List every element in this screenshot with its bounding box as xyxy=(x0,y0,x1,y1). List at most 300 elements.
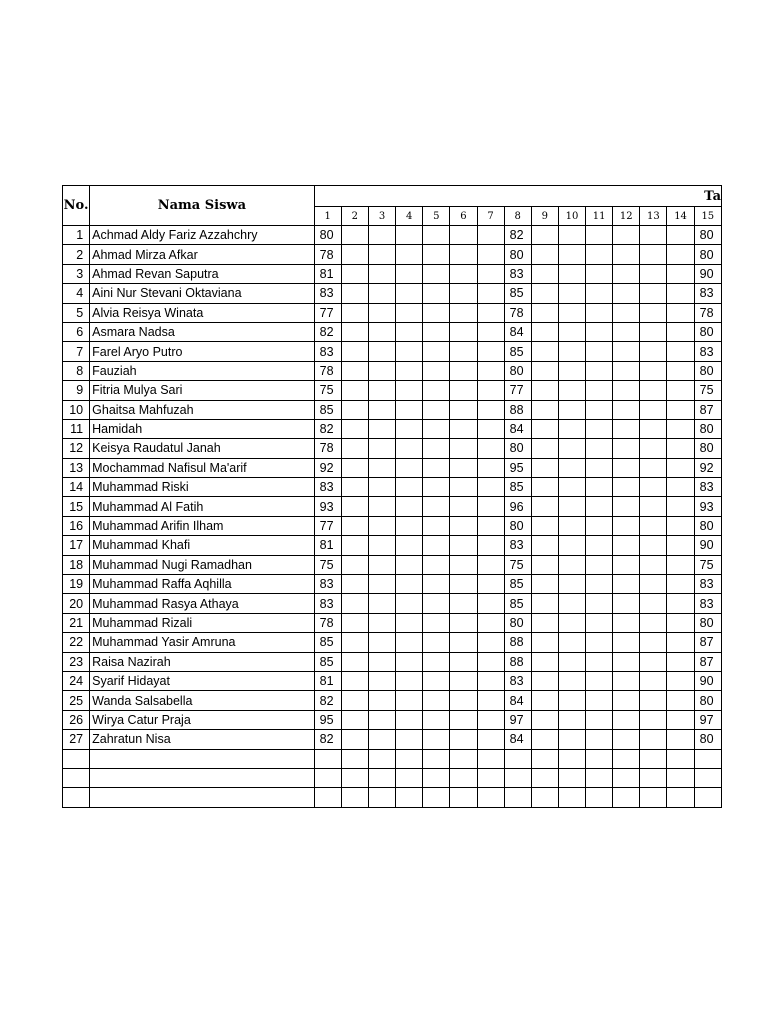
score-cell-9[interactable] xyxy=(531,788,558,807)
score-cell-11[interactable] xyxy=(586,439,613,458)
student-name-cell[interactable]: Mochammad Nafisul Ma'arif xyxy=(90,458,315,477)
row-number-cell[interactable]: 3 xyxy=(63,264,90,283)
score-cell-6[interactable] xyxy=(450,226,477,245)
score-cell-15[interactable] xyxy=(694,788,721,807)
score-cell-9[interactable] xyxy=(531,322,558,341)
score-cell-5[interactable] xyxy=(423,458,450,477)
score-cell-10[interactable] xyxy=(558,613,585,632)
score-cell-11[interactable] xyxy=(586,730,613,749)
score-cell-10[interactable] xyxy=(558,245,585,264)
score-cell-10[interactable] xyxy=(558,749,585,768)
score-cell-6[interactable] xyxy=(450,458,477,477)
score-cell-12[interactable] xyxy=(613,555,640,574)
row-number-cell[interactable]: 20 xyxy=(63,594,90,613)
score-cell-7[interactable] xyxy=(477,768,504,787)
score-cell-7[interactable] xyxy=(477,497,504,516)
score-cell-6[interactable] xyxy=(450,788,477,807)
score-cell-12[interactable] xyxy=(613,730,640,749)
score-cell-9[interactable] xyxy=(531,613,558,632)
score-cell-3[interactable] xyxy=(368,400,395,419)
score-cell-4[interactable] xyxy=(396,536,423,555)
row-number-cell[interactable]: 21 xyxy=(63,613,90,632)
score-cell-6[interactable] xyxy=(450,322,477,341)
score-cell-6[interactable] xyxy=(450,264,477,283)
score-cell-14[interactable] xyxy=(667,749,694,768)
score-cell-9[interactable] xyxy=(531,400,558,419)
row-number-cell[interactable]: 15 xyxy=(63,497,90,516)
row-number-cell[interactable]: 22 xyxy=(63,633,90,652)
score-cell-5[interactable] xyxy=(423,342,450,361)
score-cell-6[interactable] xyxy=(450,768,477,787)
score-cell-5[interactable] xyxy=(423,303,450,322)
score-cell-13[interactable] xyxy=(640,730,667,749)
row-number-cell[interactable]: 27 xyxy=(63,730,90,749)
score-cell-11[interactable] xyxy=(586,633,613,652)
score-cell-15[interactable]: 80 xyxy=(694,691,721,710)
score-cell-13[interactable] xyxy=(640,458,667,477)
score-cell-13[interactable] xyxy=(640,284,667,303)
score-cell-4[interactable] xyxy=(396,594,423,613)
score-cell-14[interactable] xyxy=(667,419,694,438)
score-cell-14[interactable] xyxy=(667,497,694,516)
score-cell-12[interactable] xyxy=(613,536,640,555)
score-cell-8[interactable]: 84 xyxy=(504,730,531,749)
score-cell-9[interactable] xyxy=(531,594,558,613)
score-cell-13[interactable] xyxy=(640,768,667,787)
score-cell-4[interactable] xyxy=(396,613,423,632)
student-name-cell[interactable]: Keisya Raudatul Janah xyxy=(90,439,315,458)
row-number-cell[interactable]: 14 xyxy=(63,478,90,497)
score-cell-9[interactable] xyxy=(531,671,558,690)
score-cell-2[interactable] xyxy=(341,788,368,807)
score-cell-15[interactable]: 78 xyxy=(694,303,721,322)
score-cell-5[interactable] xyxy=(423,478,450,497)
score-cell-9[interactable] xyxy=(531,342,558,361)
score-cell-11[interactable] xyxy=(586,497,613,516)
score-cell-12[interactable] xyxy=(613,284,640,303)
score-cell-15[interactable]: 97 xyxy=(694,710,721,729)
score-cell-7[interactable] xyxy=(477,749,504,768)
score-cell-13[interactable] xyxy=(640,322,667,341)
score-cell-3[interactable] xyxy=(368,478,395,497)
row-number-cell[interactable] xyxy=(63,788,90,807)
row-number-cell[interactable]: 12 xyxy=(63,439,90,458)
student-name-cell[interactable]: Fitria Mulya Sari xyxy=(90,381,315,400)
score-cell-13[interactable] xyxy=(640,419,667,438)
score-cell-4[interactable] xyxy=(396,497,423,516)
score-cell-12[interactable] xyxy=(613,439,640,458)
student-name-cell[interactable]: Wanda Salsabella xyxy=(90,691,315,710)
score-cell-13[interactable] xyxy=(640,303,667,322)
score-cell-5[interactable] xyxy=(423,245,450,264)
score-cell-7[interactable] xyxy=(477,555,504,574)
score-cell-6[interactable] xyxy=(450,555,477,574)
score-cell-4[interactable] xyxy=(396,439,423,458)
score-cell-15[interactable]: 80 xyxy=(694,730,721,749)
score-cell-12[interactable] xyxy=(613,613,640,632)
score-cell-12[interactable] xyxy=(613,245,640,264)
score-cell-8[interactable]: 85 xyxy=(504,478,531,497)
score-cell-9[interactable] xyxy=(531,749,558,768)
score-cell-3[interactable] xyxy=(368,497,395,516)
score-cell-11[interactable] xyxy=(586,400,613,419)
score-cell-5[interactable] xyxy=(423,613,450,632)
score-cell-5[interactable] xyxy=(423,594,450,613)
score-cell-3[interactable] xyxy=(368,381,395,400)
score-cell-7[interactable] xyxy=(477,264,504,283)
score-cell-4[interactable] xyxy=(396,691,423,710)
score-cell-11[interactable] xyxy=(586,788,613,807)
score-cell-2[interactable] xyxy=(341,439,368,458)
student-name-cell[interactable]: Ghaitsa Mahfuzah xyxy=(90,400,315,419)
score-cell-13[interactable] xyxy=(640,264,667,283)
score-cell-3[interactable] xyxy=(368,788,395,807)
score-cell-10[interactable] xyxy=(558,497,585,516)
score-cell-14[interactable] xyxy=(667,400,694,419)
score-cell-3[interactable] xyxy=(368,613,395,632)
score-cell-5[interactable] xyxy=(423,536,450,555)
score-cell-15[interactable]: 90 xyxy=(694,671,721,690)
score-cell-5[interactable] xyxy=(423,400,450,419)
score-cell-5[interactable] xyxy=(423,419,450,438)
score-cell-13[interactable] xyxy=(640,226,667,245)
score-cell-7[interactable] xyxy=(477,303,504,322)
score-cell-11[interactable] xyxy=(586,342,613,361)
score-cell-2[interactable] xyxy=(341,594,368,613)
score-cell-10[interactable] xyxy=(558,671,585,690)
score-cell-5[interactable] xyxy=(423,652,450,671)
score-cell-3[interactable] xyxy=(368,710,395,729)
score-cell-14[interactable] xyxy=(667,381,694,400)
student-name-cell[interactable]: Farel Aryo Putro xyxy=(90,342,315,361)
score-cell-12[interactable] xyxy=(613,381,640,400)
score-cell-4[interactable] xyxy=(396,264,423,283)
score-cell-2[interactable] xyxy=(341,478,368,497)
score-cell-10[interactable] xyxy=(558,710,585,729)
score-cell-11[interactable] xyxy=(586,381,613,400)
score-cell-11[interactable] xyxy=(586,458,613,477)
score-cell-5[interactable] xyxy=(423,555,450,574)
score-cell-6[interactable] xyxy=(450,284,477,303)
score-cell-3[interactable] xyxy=(368,226,395,245)
score-cell-12[interactable] xyxy=(613,594,640,613)
score-cell-14[interactable] xyxy=(667,439,694,458)
score-cell-4[interactable] xyxy=(396,361,423,380)
score-cell-1[interactable]: 78 xyxy=(314,439,341,458)
score-cell-8[interactable] xyxy=(504,768,531,787)
score-cell-1[interactable]: 78 xyxy=(314,361,341,380)
score-cell-13[interactable] xyxy=(640,652,667,671)
score-cell-2[interactable] xyxy=(341,284,368,303)
score-cell-7[interactable] xyxy=(477,691,504,710)
score-cell-2[interactable] xyxy=(341,400,368,419)
score-cell-3[interactable] xyxy=(368,749,395,768)
score-cell-9[interactable] xyxy=(531,284,558,303)
score-cell-2[interactable] xyxy=(341,613,368,632)
score-cell-7[interactable] xyxy=(477,342,504,361)
score-cell-12[interactable] xyxy=(613,458,640,477)
score-cell-2[interactable] xyxy=(341,322,368,341)
score-cell-6[interactable] xyxy=(450,381,477,400)
score-cell-1[interactable]: 77 xyxy=(314,303,341,322)
student-name-cell[interactable]: Muhammad Raffa Aqhilla xyxy=(90,575,315,594)
score-cell-13[interactable] xyxy=(640,691,667,710)
row-number-cell[interactable]: 8 xyxy=(63,361,90,380)
score-cell-7[interactable] xyxy=(477,284,504,303)
student-name-cell[interactable]: Syarif Hidayat xyxy=(90,671,315,690)
score-cell-11[interactable] xyxy=(586,575,613,594)
score-cell-13[interactable] xyxy=(640,478,667,497)
score-cell-3[interactable] xyxy=(368,439,395,458)
score-cell-2[interactable] xyxy=(341,419,368,438)
student-name-cell[interactable]: Muhammad Rizali xyxy=(90,613,315,632)
score-cell-3[interactable] xyxy=(368,633,395,652)
score-cell-3[interactable] xyxy=(368,730,395,749)
score-cell-14[interactable] xyxy=(667,594,694,613)
score-cell-5[interactable] xyxy=(423,768,450,787)
score-cell-15[interactable] xyxy=(694,749,721,768)
score-cell-10[interactable] xyxy=(558,264,585,283)
score-cell-14[interactable] xyxy=(667,458,694,477)
score-cell-14[interactable] xyxy=(667,284,694,303)
score-cell-4[interactable] xyxy=(396,768,423,787)
score-cell-10[interactable] xyxy=(558,516,585,535)
score-cell-13[interactable] xyxy=(640,555,667,574)
score-cell-6[interactable] xyxy=(450,245,477,264)
score-cell-4[interactable] xyxy=(396,245,423,264)
score-cell-5[interactable] xyxy=(423,788,450,807)
row-number-cell[interactable]: 9 xyxy=(63,381,90,400)
score-cell-2[interactable] xyxy=(341,361,368,380)
score-cell-8[interactable] xyxy=(504,749,531,768)
score-cell-9[interactable] xyxy=(531,652,558,671)
score-cell-8[interactable]: 80 xyxy=(504,245,531,264)
score-cell-6[interactable] xyxy=(450,730,477,749)
score-cell-15[interactable]: 93 xyxy=(694,497,721,516)
score-cell-4[interactable] xyxy=(396,381,423,400)
score-cell-7[interactable] xyxy=(477,730,504,749)
score-cell-7[interactable] xyxy=(477,536,504,555)
score-cell-13[interactable] xyxy=(640,381,667,400)
score-cell-11[interactable] xyxy=(586,419,613,438)
score-cell-9[interactable] xyxy=(531,458,558,477)
score-cell-8[interactable]: 96 xyxy=(504,497,531,516)
score-cell-13[interactable] xyxy=(640,361,667,380)
score-cell-5[interactable] xyxy=(423,575,450,594)
score-cell-13[interactable] xyxy=(640,594,667,613)
score-cell-4[interactable] xyxy=(396,322,423,341)
score-cell-5[interactable] xyxy=(423,361,450,380)
score-cell-15[interactable]: 80 xyxy=(694,226,721,245)
score-cell-11[interactable] xyxy=(586,594,613,613)
student-name-cell[interactable]: Aini Nur Stevani Oktaviana xyxy=(90,284,315,303)
score-cell-7[interactable] xyxy=(477,458,504,477)
score-cell-6[interactable] xyxy=(450,691,477,710)
row-number-cell[interactable]: 10 xyxy=(63,400,90,419)
score-cell-10[interactable] xyxy=(558,768,585,787)
score-cell-1[interactable]: 81 xyxy=(314,264,341,283)
score-cell-10[interactable] xyxy=(558,226,585,245)
score-cell-15[interactable]: 80 xyxy=(694,419,721,438)
score-cell-6[interactable] xyxy=(450,710,477,729)
row-number-cell[interactable]: 7 xyxy=(63,342,90,361)
score-cell-15[interactable]: 83 xyxy=(694,575,721,594)
score-cell-14[interactable] xyxy=(667,671,694,690)
score-cell-12[interactable] xyxy=(613,303,640,322)
score-cell-2[interactable] xyxy=(341,555,368,574)
score-cell-14[interactable] xyxy=(667,555,694,574)
score-cell-3[interactable] xyxy=(368,555,395,574)
score-cell-15[interactable]: 80 xyxy=(694,245,721,264)
score-cell-5[interactable] xyxy=(423,226,450,245)
student-name-cell[interactable]: Ahmad Revan Saputra xyxy=(90,264,315,283)
score-cell-6[interactable] xyxy=(450,594,477,613)
score-cell-5[interactable] xyxy=(423,284,450,303)
score-cell-1[interactable]: 85 xyxy=(314,652,341,671)
score-cell-8[interactable]: 84 xyxy=(504,691,531,710)
score-cell-9[interactable] xyxy=(531,419,558,438)
score-cell-11[interactable] xyxy=(586,613,613,632)
score-cell-2[interactable] xyxy=(341,730,368,749)
row-number-cell[interactable]: 1 xyxy=(63,226,90,245)
score-cell-11[interactable] xyxy=(586,264,613,283)
score-cell-12[interactable] xyxy=(613,575,640,594)
score-cell-12[interactable] xyxy=(613,788,640,807)
score-cell-14[interactable] xyxy=(667,245,694,264)
score-cell-13[interactable] xyxy=(640,497,667,516)
score-cell-3[interactable] xyxy=(368,594,395,613)
score-cell-8[interactable]: 85 xyxy=(504,575,531,594)
score-cell-10[interactable] xyxy=(558,342,585,361)
score-cell-14[interactable] xyxy=(667,361,694,380)
score-cell-3[interactable] xyxy=(368,284,395,303)
score-cell-6[interactable] xyxy=(450,575,477,594)
score-cell-3[interactable] xyxy=(368,691,395,710)
score-cell-1[interactable]: 85 xyxy=(314,633,341,652)
row-number-cell[interactable]: 17 xyxy=(63,536,90,555)
score-cell-14[interactable] xyxy=(667,710,694,729)
score-cell-8[interactable]: 85 xyxy=(504,594,531,613)
score-cell-11[interactable] xyxy=(586,536,613,555)
score-cell-5[interactable] xyxy=(423,516,450,535)
score-cell-12[interactable] xyxy=(613,478,640,497)
score-cell-4[interactable] xyxy=(396,730,423,749)
score-cell-14[interactable] xyxy=(667,768,694,787)
score-cell-5[interactable] xyxy=(423,322,450,341)
score-cell-8[interactable]: 85 xyxy=(504,342,531,361)
student-name-cell[interactable]: Muhammad Nugi Ramadhan xyxy=(90,555,315,574)
score-cell-14[interactable] xyxy=(667,536,694,555)
row-number-cell[interactable] xyxy=(63,749,90,768)
score-cell-9[interactable] xyxy=(531,536,558,555)
score-cell-15[interactable]: 83 xyxy=(694,284,721,303)
score-cell-9[interactable] xyxy=(531,575,558,594)
score-cell-14[interactable] xyxy=(667,633,694,652)
score-cell-7[interactable] xyxy=(477,671,504,690)
score-cell-11[interactable] xyxy=(586,749,613,768)
score-cell-11[interactable] xyxy=(586,322,613,341)
score-cell-6[interactable] xyxy=(450,497,477,516)
score-cell-10[interactable] xyxy=(558,381,585,400)
score-cell-6[interactable] xyxy=(450,671,477,690)
score-cell-4[interactable] xyxy=(396,575,423,594)
score-cell-10[interactable] xyxy=(558,322,585,341)
score-cell-3[interactable] xyxy=(368,458,395,477)
score-cell-5[interactable] xyxy=(423,633,450,652)
score-cell-7[interactable] xyxy=(477,613,504,632)
score-cell-1[interactable] xyxy=(314,749,341,768)
score-cell-9[interactable] xyxy=(531,478,558,497)
score-cell-10[interactable] xyxy=(558,730,585,749)
score-cell-8[interactable]: 84 xyxy=(504,419,531,438)
score-cell-9[interactable] xyxy=(531,226,558,245)
score-cell-11[interactable] xyxy=(586,555,613,574)
score-cell-15[interactable]: 87 xyxy=(694,652,721,671)
score-cell-1[interactable]: 95 xyxy=(314,710,341,729)
score-cell-2[interactable] xyxy=(341,536,368,555)
score-cell-11[interactable] xyxy=(586,303,613,322)
score-cell-2[interactable] xyxy=(341,303,368,322)
score-cell-2[interactable] xyxy=(341,245,368,264)
score-cell-7[interactable] xyxy=(477,400,504,419)
score-cell-4[interactable] xyxy=(396,749,423,768)
score-cell-11[interactable] xyxy=(586,710,613,729)
score-cell-5[interactable] xyxy=(423,381,450,400)
score-cell-9[interactable] xyxy=(531,381,558,400)
score-cell-2[interactable] xyxy=(341,516,368,535)
score-cell-7[interactable] xyxy=(477,633,504,652)
score-cell-7[interactable] xyxy=(477,516,504,535)
score-cell-10[interactable] xyxy=(558,361,585,380)
score-cell-1[interactable]: 82 xyxy=(314,322,341,341)
score-cell-3[interactable] xyxy=(368,516,395,535)
score-cell-11[interactable] xyxy=(586,516,613,535)
score-cell-6[interactable] xyxy=(450,536,477,555)
score-cell-10[interactable] xyxy=(558,555,585,574)
score-cell-3[interactable] xyxy=(368,419,395,438)
score-cell-8[interactable]: 75 xyxy=(504,555,531,574)
score-cell-12[interactable] xyxy=(613,419,640,438)
score-cell-4[interactable] xyxy=(396,226,423,245)
score-cell-3[interactable] xyxy=(368,361,395,380)
student-name-cell[interactable]: Muhammad Al Fatih xyxy=(90,497,315,516)
score-cell-14[interactable] xyxy=(667,322,694,341)
score-cell-8[interactable]: 82 xyxy=(504,226,531,245)
score-cell-15[interactable] xyxy=(694,768,721,787)
score-cell-1[interactable]: 82 xyxy=(314,419,341,438)
score-cell-8[interactable]: 77 xyxy=(504,381,531,400)
student-name-cell[interactable]: Asmara Nadsa xyxy=(90,322,315,341)
score-cell-15[interactable]: 80 xyxy=(694,322,721,341)
score-cell-10[interactable] xyxy=(558,788,585,807)
score-cell-6[interactable] xyxy=(450,613,477,632)
student-name-cell[interactable]: Zahratun Nisa xyxy=(90,730,315,749)
row-number-cell[interactable]: 4 xyxy=(63,284,90,303)
score-cell-15[interactable]: 87 xyxy=(694,400,721,419)
score-cell-14[interactable] xyxy=(667,226,694,245)
score-cell-5[interactable] xyxy=(423,497,450,516)
score-cell-5[interactable] xyxy=(423,691,450,710)
score-cell-4[interactable] xyxy=(396,478,423,497)
score-cell-6[interactable] xyxy=(450,303,477,322)
score-cell-11[interactable] xyxy=(586,768,613,787)
score-cell-2[interactable] xyxy=(341,226,368,245)
score-cell-10[interactable] xyxy=(558,633,585,652)
score-cell-12[interactable] xyxy=(613,342,640,361)
score-cell-15[interactable]: 75 xyxy=(694,381,721,400)
score-cell-13[interactable] xyxy=(640,613,667,632)
score-cell-1[interactable]: 82 xyxy=(314,691,341,710)
